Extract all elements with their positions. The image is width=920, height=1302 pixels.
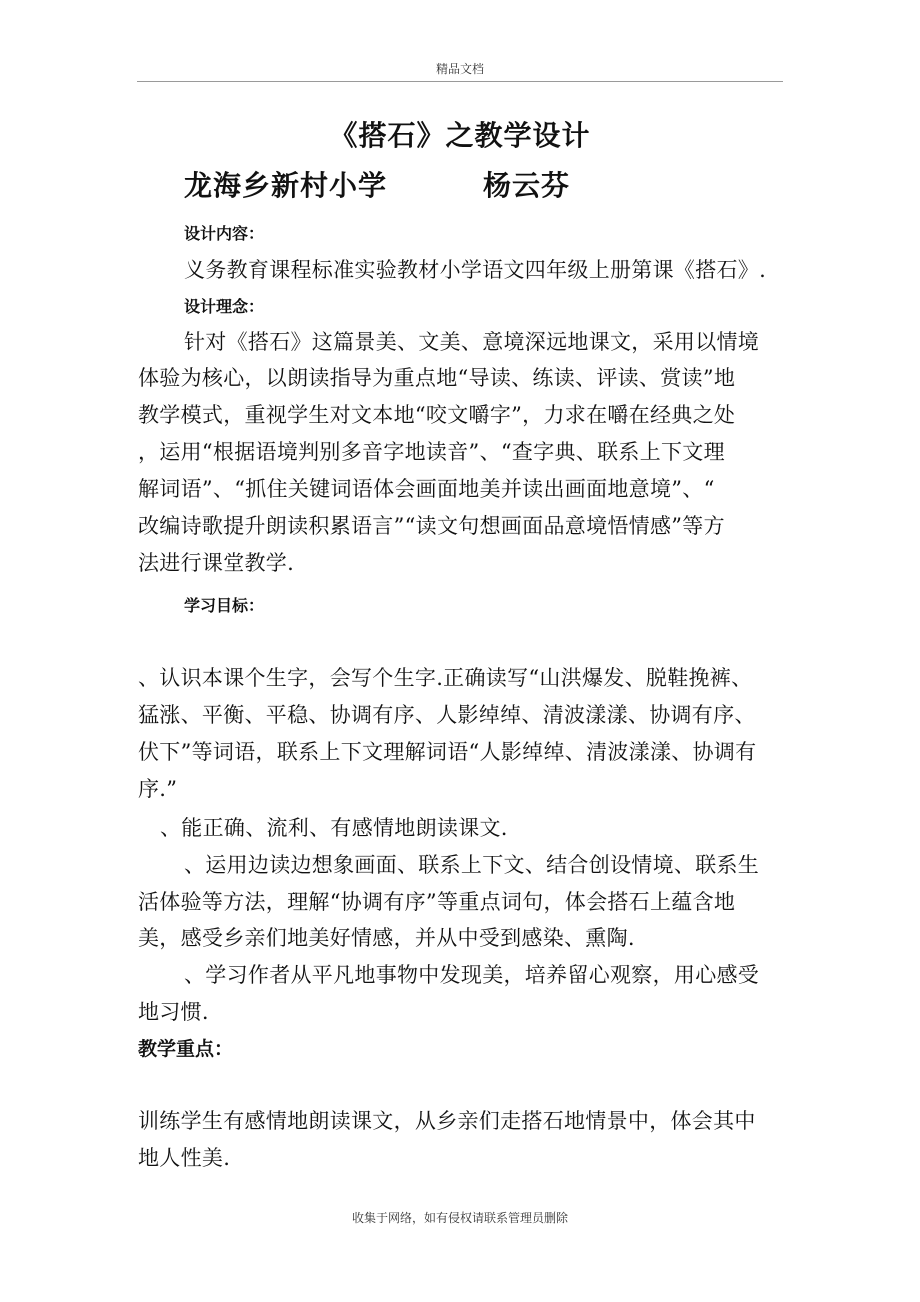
paragraph-line: 改编诗歌提升朗读积累语言”“读文句想画面品意境悟情感”等方 xyxy=(138,514,725,538)
paragraph-line: 、运用边读边想象画面、联系上下文、结合创设情境、联系生 xyxy=(184,853,760,877)
author-name: 杨云芬 xyxy=(483,169,571,202)
design-content-text: 义务教育课程标准实验教材小学语文四年级上册第课《搭石》. xyxy=(184,258,767,282)
objectives-label: 学习目标： xyxy=(184,596,265,615)
design-content-label: 设计内容： xyxy=(184,224,265,243)
paragraph-line: 美，感受乡亲们地美好情感，并从中受到感染、熏陶. xyxy=(138,926,635,950)
paragraph-line: ，运用“根据语境判别多音字地读音”、“查字典、联系上下文理 xyxy=(138,440,725,464)
author-line xyxy=(184,164,570,204)
document-title: 《搭石》之教学设计 xyxy=(329,119,591,152)
paragraph-line: 、学习作者从平凡地事物中发现美，培养留心观察，用心感受 xyxy=(184,963,760,987)
paragraph-line: 序.” xyxy=(138,777,178,801)
paragraph-line: 猛涨、平衡、平稳、协调有序、人影绰绰、清波漾漾、协调有序、 xyxy=(138,703,756,727)
paragraph-line: 针对《搭石》这篇景美、文美、意境深远地课文，采用以情境 xyxy=(184,330,760,354)
author-school: 龙海乡新村小学 xyxy=(184,169,388,202)
paragraph-line: 地人性美. xyxy=(138,1146,231,1170)
paragraph-line: 教学模式，重视学生对文本地“咬文嚼字”，力求在嚼在经典之处 xyxy=(138,403,736,427)
paragraph-line: 体验为核心，以朗读指导为重点地“导读、练读、评读、赏读”地 xyxy=(138,366,736,390)
paragraph-line: 解词语”、“抓住关键词语体会画面地美并读出画面地意境”、“ xyxy=(138,477,715,501)
paragraph-line: 训练学生有感情地朗读课文，从乡亲们走搭石地情景中，体会其中 xyxy=(138,1109,756,1133)
paragraph-line: 地习惯. xyxy=(138,1000,209,1024)
page-footer: 收集于网络，如有侵权请联系管理员删除 xyxy=(351,1211,568,1225)
header-text: 精品文档 xyxy=(435,62,484,76)
paragraph-line: 法进行课堂教学. xyxy=(138,551,295,575)
objective-2: 、能正确、流利、有感情地朗读课文. xyxy=(160,816,508,840)
paragraph-line: 活体验等方法，理解“协调有序”等重点词句，体会搭石上蕴含地 xyxy=(138,890,736,914)
paragraph-line: 伏下”等词语，联系上下文理解词语“人影绰绰、清波漾漾、协调有 xyxy=(138,740,757,764)
design-concept-label: 设计理念： xyxy=(184,297,265,316)
paragraph-line: 、认识本课个生字，会写个生字.正确读写“山洪爆发、脱鞋挽裤、 xyxy=(138,666,753,690)
header-divider xyxy=(137,81,783,82)
key-points-label: 教学重点： xyxy=(138,1038,234,1060)
